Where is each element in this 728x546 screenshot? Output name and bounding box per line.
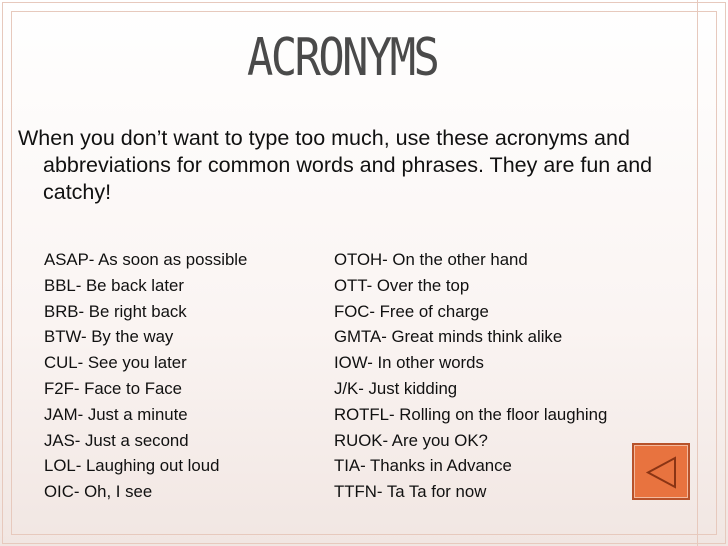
acronym-item: RUOK- Are you OK? (334, 430, 488, 450)
acronym-item: FOC- Free of charge (334, 301, 489, 321)
acronym-item: BRB- Be right back (44, 301, 187, 321)
acronym-item: BBL- Be back later (44, 275, 184, 295)
back-button[interactable] (632, 443, 690, 500)
acronym-item: ROTFL- Rolling on the floor laughing (334, 404, 608, 424)
acronym-item: OTT- Over the top (334, 275, 470, 295)
acronym-item: OIC- Oh, I see (44, 482, 153, 502)
acronym-item: LOL- Laughing out loud (44, 456, 220, 476)
acronym-list-left (44, 247, 247, 505)
slide-side-rule (697, 0, 698, 546)
acronym-item: OTOH- On the other hand (334, 250, 528, 269)
intro-paragraph: When you don’t want to type too much, use these acronyms and abbreviations for common words and phrases. They are fun and catchy! (18, 126, 653, 204)
acronym-item: TIA- Thanks in Advance (334, 456, 512, 476)
acronym-item: ASAP- As soon as possible (44, 250, 248, 269)
acronym-item: IOW- In other words (334, 353, 484, 373)
acronym-item: GMTA- Great minds think alike (334, 327, 563, 347)
acronym-item: F2F- Face to Face (44, 378, 183, 398)
acronym-item: JAM- Just a minute (44, 404, 188, 424)
slide-title: ACRONYMS (247, 28, 438, 88)
acronym-item: CUL- See you later (44, 353, 187, 373)
triangle-left-icon (645, 456, 679, 489)
acronym-item: J/K- Just kidding (334, 378, 458, 398)
acronym-item: JAS- Just a second (44, 430, 189, 450)
acronym-item: TTFN- Ta Ta for now (334, 482, 487, 502)
acronym-list-right (334, 247, 607, 505)
acronym-item: BTW- By the way (44, 327, 174, 347)
